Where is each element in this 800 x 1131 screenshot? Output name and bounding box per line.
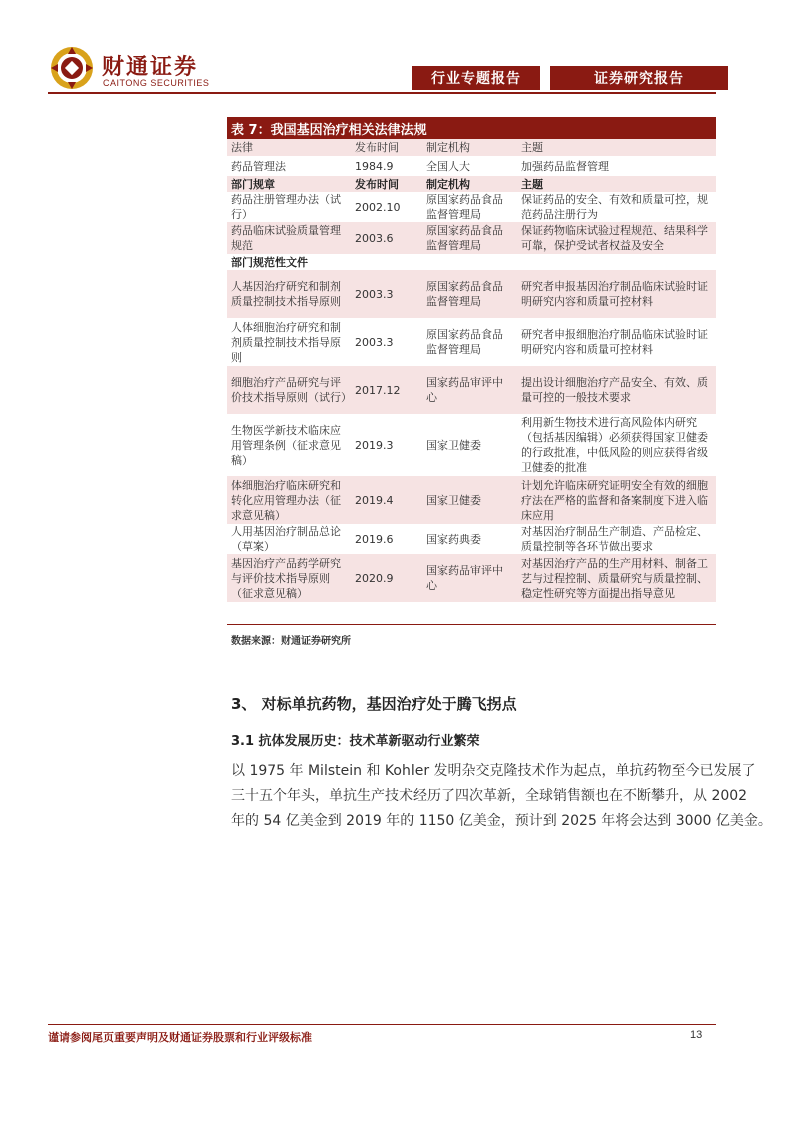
- table-row: [227, 366, 716, 414]
- table-row: [227, 524, 716, 554]
- logo-chinese-name: 财通证券: [102, 55, 199, 80]
- table-cell-c3: 国家药品审评中心: [426, 376, 503, 404]
- section-heading: 3、 对标单抗药物，基因治疗处于腾飞拐点: [231, 695, 517, 713]
- table-cell-c1: 法律: [231, 141, 253, 154]
- table-cell-c1: 体细胞治疗临床研究和转化应用管理办法（征求意见稿）: [231, 478, 341, 522]
- caitong-logo-icon: [48, 44, 96, 92]
- table-cell-c1: 药品管理法: [231, 159, 286, 173]
- table-cell-c4: 主题: [521, 177, 543, 191]
- table-source: 数据来源：财通证券研究所: [231, 636, 351, 647]
- table-cell-c3: 制定机构: [426, 177, 470, 191]
- table-row: [227, 476, 716, 524]
- table-cell-c1: 部门规章: [231, 177, 275, 191]
- table-cell-c3: 国家药典委: [426, 532, 481, 546]
- table-row: [227, 156, 716, 176]
- table-cell-c4: 对基因治疗产品的生产用材料、制备工艺与过程控制、质量研究与质量控制、稳定性研究等方面提出指导意见: [521, 556, 708, 600]
- table-cell-c2: [355, 254, 421, 270]
- table-cell-c3: 原国家药品食品监督管理局: [426, 224, 503, 252]
- table-cell-c2: 发布时间: [355, 177, 399, 191]
- table-cell-c4: 研究者申报基因治疗制品临床试验时证明研究内容和质量可控材料: [521, 280, 708, 308]
- table-title: 表 7：我国基因治疗相关法律法规: [227, 117, 716, 139]
- paragraph-line: 年的 54 亿美金到 2019 年的 1150 亿美金，预计到 2025 年将会达到 3000 亿美金。: [231, 813, 772, 829]
- table-row: [227, 192, 716, 222]
- table-cell-c3: 制定机构: [426, 141, 470, 154]
- table-row: [227, 554, 716, 602]
- table-cell-c2: 2017.12: [355, 383, 401, 397]
- table-row: [227, 414, 716, 476]
- table-cell-c2: 2019.4: [355, 493, 394, 507]
- logo-english-name: CAITONG SECURITIES: [103, 78, 210, 88]
- body-paragraph: [231, 759, 772, 834]
- company-logo: [48, 44, 228, 92]
- table-cell-c1: 人体细胞治疗研究和制剂质量控制技术指导原则: [231, 320, 341, 364]
- table-cell-c4: 保证药物临床试验过程规范、结果科学可靠，保护受试者权益及安全: [521, 224, 708, 252]
- table-row: [227, 139, 716, 156]
- table-cell-c4: [521, 254, 715, 270]
- footer-disclaimer: 谨请参阅尾页重要声明及财通证券股票和行业评级标准: [48, 1031, 312, 1044]
- footer-divider: [48, 1024, 716, 1025]
- paragraph-line: 以 1975 年 Milstein 和 Kohler 发明杂交克隆技术作为起点，单抗药物至今已发展了: [231, 763, 756, 779]
- table-cell-c1: 基因治疗产品药学研究与评价技术指导原则（征求意见稿）: [231, 556, 341, 600]
- report-type-tab: 行业专题报告: [412, 66, 540, 90]
- table-cell-c2: 2003.3: [355, 335, 394, 349]
- table-cell-c1: 药品临床试验质量管理规范: [231, 224, 341, 252]
- table-cell-c4: 计划允许临床研究证明安全有效的细胞疗法在严格的监督和备案制度下进入临床应用: [521, 478, 708, 522]
- table-cell-c3: 国家卫健委: [426, 493, 481, 507]
- table-cell-c3: 原国家药品食品监督管理局: [426, 328, 503, 356]
- table-cell-c4: 利用新生物技术进行高风险体内研究（包括基因编辑）必须获得国家卫健委的行政批准，中低风险的则应获得省级卫健委的批准: [521, 416, 708, 474]
- subsection-heading: 3.1 抗体发展历史：技术革新驱动行业繁荣: [231, 734, 480, 749]
- table-row: [227, 318, 716, 366]
- table-cell-c1: 人用基因治疗制品总论（草案）: [231, 525, 341, 553]
- header-divider: [48, 92, 716, 94]
- table-cell-c3: 全国人大: [426, 159, 470, 173]
- table-cell-c1: 部门规范性文件: [231, 255, 308, 269]
- paragraph-line: 三十五个年头，单抗生产技术经历了四次革新，全球销售额也在不断攀升，从 2002: [231, 788, 748, 804]
- table-cell-c2: 发布时间: [355, 141, 399, 154]
- report-category-tab: 证券研究报告: [550, 66, 728, 90]
- table-cell-c1: 生物医学新技术临床应用管理条例（征求意见稿）: [231, 423, 341, 467]
- table-cell-c2: 2020.9: [355, 571, 394, 585]
- table-cell-c3: [426, 254, 512, 270]
- page-number: 13: [690, 1029, 703, 1041]
- table-row: [227, 254, 716, 270]
- table-cell-c2: 2019.6: [355, 532, 394, 546]
- table-cell-c3: 原国家药品食品监督管理局: [426, 280, 503, 308]
- table-cell-c4: 研究者申报细胞治疗制品临床试验时证明研究内容和质量可控材料: [521, 328, 708, 356]
- table-bottom-rule: [227, 624, 716, 625]
- table-cell-c2: 1984.9: [355, 159, 394, 173]
- table-cell-c4: 主题: [521, 141, 543, 154]
- table-cell-c3: 国家药品审评中心: [426, 564, 503, 592]
- table-row: [227, 270, 716, 318]
- table-cell-c4: 加强药品监督管理: [521, 159, 609, 173]
- table-cell-c4: 对基因治疗制品生产制造、产品检定、质量控制等各环节做出要求: [521, 525, 708, 553]
- table-cell-c2: 2002.10: [355, 200, 401, 214]
- table-cell-c1: 药品注册管理办法（试行）: [231, 193, 341, 221]
- table-cell-c2: 2019.3: [355, 438, 394, 452]
- table-cell-c2: 2003.3: [355, 287, 394, 301]
- table-cell-c1: 人基因治疗研究和制剂质量控制技术指导原则: [231, 280, 341, 308]
- table-cell-c2: 2003.6: [355, 231, 394, 245]
- table-cell-c3: 国家卫健委: [426, 438, 481, 452]
- table-row: [227, 222, 716, 254]
- table-cell-c4: 保证药品的安全、有效和质量可控，规范药品注册行为: [521, 193, 708, 221]
- table-cell-c4: 提出设计细胞治疗产品安全、有效、质量可控的一般技术要求: [521, 376, 708, 404]
- table-cell-c1: 细胞治疗产品研究与评价技术指导原则（试行）: [231, 376, 352, 404]
- header-tabs: [412, 66, 728, 90]
- table-row: [227, 176, 716, 192]
- table-cell-c3: 原国家药品食品监督管理局: [426, 193, 503, 221]
- regulations-table: [227, 139, 716, 602]
